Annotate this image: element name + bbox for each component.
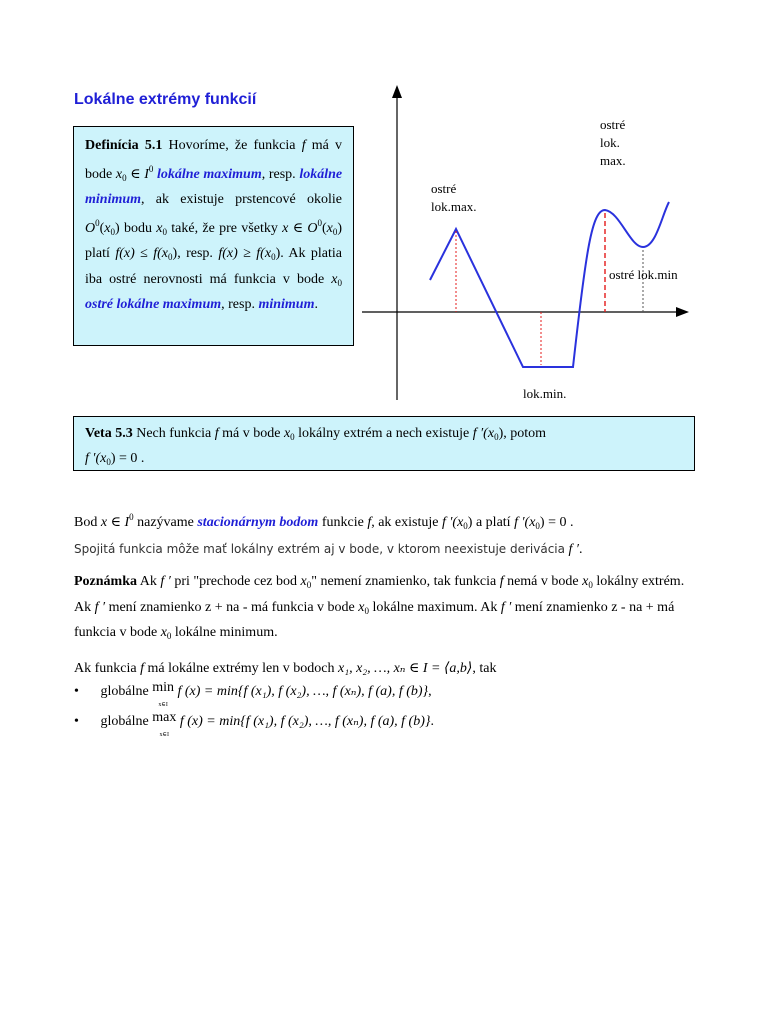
def-text-2: má v bode	[85, 138, 343, 182]
note-text-8: mení znamienko z - na + má funkcia v bode	[74, 599, 675, 640]
def-text-7: také,	[171, 220, 199, 236]
veta-text-3: lokálny extrém a nech existuje	[298, 426, 470, 441]
page-title: Lokálne extrémy funkcií	[74, 91, 257, 108]
note-text-5: lokálny extrém. Ak	[74, 574, 685, 615]
def-I: I	[144, 166, 149, 182]
note-fprime-1: f ′	[160, 574, 171, 589]
definition-label: Definícia 5.1	[85, 138, 163, 153]
global-intro-1: Ak funkcia	[74, 661, 137, 676]
max-op-under: x∈I	[159, 732, 169, 738]
global-intro-3: , tak	[472, 661, 497, 676]
global-max-expr: f (x) = min{f (x₁), f (x₂), …, f (xₙ), f (a), f (b)}	[179, 714, 431, 729]
label-strict-max-left-2: lok.max.	[431, 199, 477, 214]
def-I-sup: 0	[148, 163, 154, 174]
label-min: lok.min.	[523, 386, 567, 401]
bod-text-4: , ak existuje	[371, 515, 439, 530]
def-local-minimum: lokálne minimum	[85, 166, 343, 207]
def-text-13: bode	[296, 271, 325, 287]
veta-eq-end: ) = 0 .	[110, 451, 145, 466]
note-text-6: mení znamienko z + na - má funkcia v bode	[108, 599, 355, 615]
bod-line-2-fprime: f ′	[568, 541, 579, 557]
label-strict-max-left-1: ostré	[431, 181, 457, 196]
note-text-1: Ak	[139, 574, 157, 589]
note-x0-1-sub: 0	[306, 580, 312, 590]
def-strict-maximum: ostré lokálne maximum	[85, 297, 222, 312]
theorem-box: Veta 5.3 Nech funkcia f má v bode $x_0$ lokálny extrém a nech existuje f $'(x_0)$, potom f $'(x_0) = 0$ .	[73, 416, 695, 471]
note-f: f	[499, 574, 504, 589]
note-label: Poznámka	[74, 574, 137, 589]
bod-I-sup: 0	[129, 512, 134, 522]
label-strict-max-right-1: ostré	[600, 117, 626, 132]
def-O-2-x: x	[326, 220, 333, 236]
function-curve	[430, 202, 669, 367]
def-bod-sub: 0	[162, 226, 167, 237]
paragraph-note	[74, 571, 698, 648]
def-text-14: , resp.	[221, 297, 255, 312]
stationary-point-term: stacionárnym bodom	[197, 515, 319, 530]
note-x0-4: x	[160, 625, 167, 640]
bullet-global-min	[74, 680, 432, 708]
x-axis-arrow-icon	[676, 307, 689, 317]
veta-text-1: Nech funkcia	[136, 426, 212, 441]
def-in: ∈	[130, 166, 141, 182]
note-x0-2-sub: 0	[588, 580, 593, 590]
def-text-9: platí	[85, 246, 110, 261]
veta-text-4: , potom	[503, 426, 547, 441]
veta-fprime: f ′(x	[472, 426, 495, 441]
bullet-dot-min: •	[74, 684, 79, 699]
def-text-1: Hovoríme, že funkcia	[168, 138, 296, 153]
def-O-2-sup: 0	[317, 217, 322, 228]
bod-eq-sub: 0	[535, 521, 540, 531]
global-points: x₁, x₂, …, xₙ ∈ I = ⟨a,b⟩	[337, 661, 473, 676]
note-x0-2: x	[582, 574, 589, 589]
def-x0: x	[115, 166, 123, 182]
def-f: f	[301, 138, 306, 153]
bod-in: ∈	[110, 515, 121, 530]
bod-text-1: Bod	[74, 515, 98, 530]
def-text-5: prstencové okolie	[235, 192, 342, 207]
global-word-max: globálne	[100, 714, 149, 729]
def-O-2-sub: 0	[332, 226, 338, 237]
global-f: f	[140, 661, 144, 676]
bod-line-2: Spojitá funkcia môže mať lokálny extrém aj v bode, v ktorom neexistuje derivácia	[74, 541, 565, 556]
bod-fprime-sub: 0	[463, 521, 468, 531]
def-local-maximum: lokálne maximum	[156, 166, 262, 182]
def-ineq-2-sub: 0	[271, 252, 276, 262]
def-strict-minimum: minimum	[258, 297, 315, 312]
max-op-text: max	[152, 710, 177, 725]
label-strict-max-right-2: lok.	[600, 135, 620, 150]
bod-x: x	[100, 515, 108, 530]
def-O-sub: 0	[110, 226, 116, 237]
paragraph-global-intro	[74, 658, 698, 681]
max-operator	[152, 710, 177, 738]
theorem-label: Veta 5.3	[85, 426, 133, 441]
label-strict-min: ostré lok.min	[609, 267, 678, 282]
note-fprime-3: f ′	[500, 599, 512, 615]
def-bod-x: x	[156, 220, 163, 236]
def-text-4: , ak existuje	[141, 192, 224, 207]
bod-I: I	[124, 515, 130, 530]
bod-f: f	[367, 515, 372, 530]
bod-fprime: f ′(x	[441, 515, 464, 530]
note-x0-3: x	[358, 599, 365, 615]
veta-x0-sub: 0	[290, 432, 295, 442]
def-ineq-1: f(x) ≤ f(x	[115, 246, 169, 261]
def-O-2: O	[307, 220, 318, 236]
def-bode-x: x	[331, 271, 338, 287]
def-O: O	[85, 220, 96, 236]
veta-eq-sub: 0	[106, 457, 111, 467]
def-text-6: bodu	[123, 220, 152, 236]
note-text-3: " nemení znamienko, tak funkcia	[311, 574, 497, 589]
note-x0-1: x	[300, 574, 307, 589]
min-op-text: min	[152, 680, 174, 695]
global-min-end: ,	[428, 684, 432, 699]
def-ineq-2: f(x) ≥ f(x	[218, 246, 272, 261]
note-text-9: lokálne minimum.	[174, 625, 278, 640]
bod-text-3: funkcie	[321, 515, 364, 530]
def-text-8: že pre všetky	[202, 220, 278, 236]
bod-text-2: nazývame	[137, 515, 194, 530]
label-strict-max-right-3: max.	[600, 153, 626, 168]
def-x0-sub: 0	[122, 172, 127, 183]
bullet-dot-max: •	[74, 714, 79, 729]
def-ineq-1-sub: 0	[168, 252, 173, 262]
def-text-3: resp.	[268, 166, 296, 182]
def-bode-sub: 0	[337, 277, 342, 288]
note-text-4: nemá v bode	[507, 574, 579, 589]
def-O-sup: 0	[95, 217, 100, 228]
bod-line-2-end: .	[578, 541, 583, 557]
note-text-2: pri "prechode cez bod	[174, 574, 298, 589]
def-text-11: . Ak	[280, 246, 306, 261]
def-text-10: , resp.	[177, 246, 213, 261]
definition-box: Definícia 5.1 Hovoríme, že funkcia f má v bode $x_0$ ∈ $I^0$ lokálne maximum, resp. lokálne minimum, ak existuje prstencové okolie $O^0(x_0)$ bodu $x_0$ také, že pre všetky x ∈ $O^0(x_0)$ platí $f(x) \le f(x_0)$, resp. $f(x) \ge f(x_0)$. Ak platia iba ostré nerovnosti má funkcia v bode $x_0$ ostré lokálne maximum, resp. minimum.	[73, 126, 354, 346]
veta-eq: f ′(x	[85, 451, 107, 466]
def-in-2: ∈	[292, 220, 304, 236]
veta-text-2: má v bode	[222, 426, 281, 441]
min-operator	[152, 680, 174, 708]
global-word-min: globálne	[100, 684, 149, 699]
bod-eq-end: ) = 0 .	[539, 515, 574, 530]
bullet-global-max	[74, 710, 434, 738]
def-xvar: x	[282, 220, 289, 236]
bod-eq: f ′(x	[514, 515, 536, 530]
global-min-expr: f (x) = min{f (x₁), f (x₂), …, f (xₙ), f (a), f (b)}	[177, 684, 429, 699]
veta-fprime-sub: 0	[494, 432, 499, 442]
note-x0-4-sub: 0	[166, 631, 172, 641]
y-axis-arrow-icon	[392, 85, 402, 98]
def-O-x: x	[104, 220, 111, 236]
global-intro-2: má lokálne extrémy len v bodoch	[147, 661, 335, 676]
veta-f: f	[214, 426, 219, 441]
paragraph-stationary-point: Bod x ∈ $I^0$ nazývame stacionárnym bodom funkcie f, ak existuje f $'(x_0)$ a platí f $'(x_0) = 0$ . Spojitá funkcia môže mať lokálny extrém aj v bode, v ktorom neexistuje derivácia f ′.	[74, 512, 583, 557]
extrema-graph	[0, 0, 768, 420]
note-fprime-2: f ′	[94, 599, 106, 615]
note-x0-3-sub: 0	[364, 605, 369, 616]
global-max-end: .	[430, 714, 434, 729]
min-op-under: x∈I	[158, 702, 168, 708]
def-text-12: platia iba ostré nerovnosti má funkcia v	[85, 246, 343, 287]
bod-text-5: a platí	[475, 515, 511, 530]
veta-x0: x	[283, 426, 291, 441]
note-text-7: lokálne maximum. Ak	[372, 599, 498, 615]
